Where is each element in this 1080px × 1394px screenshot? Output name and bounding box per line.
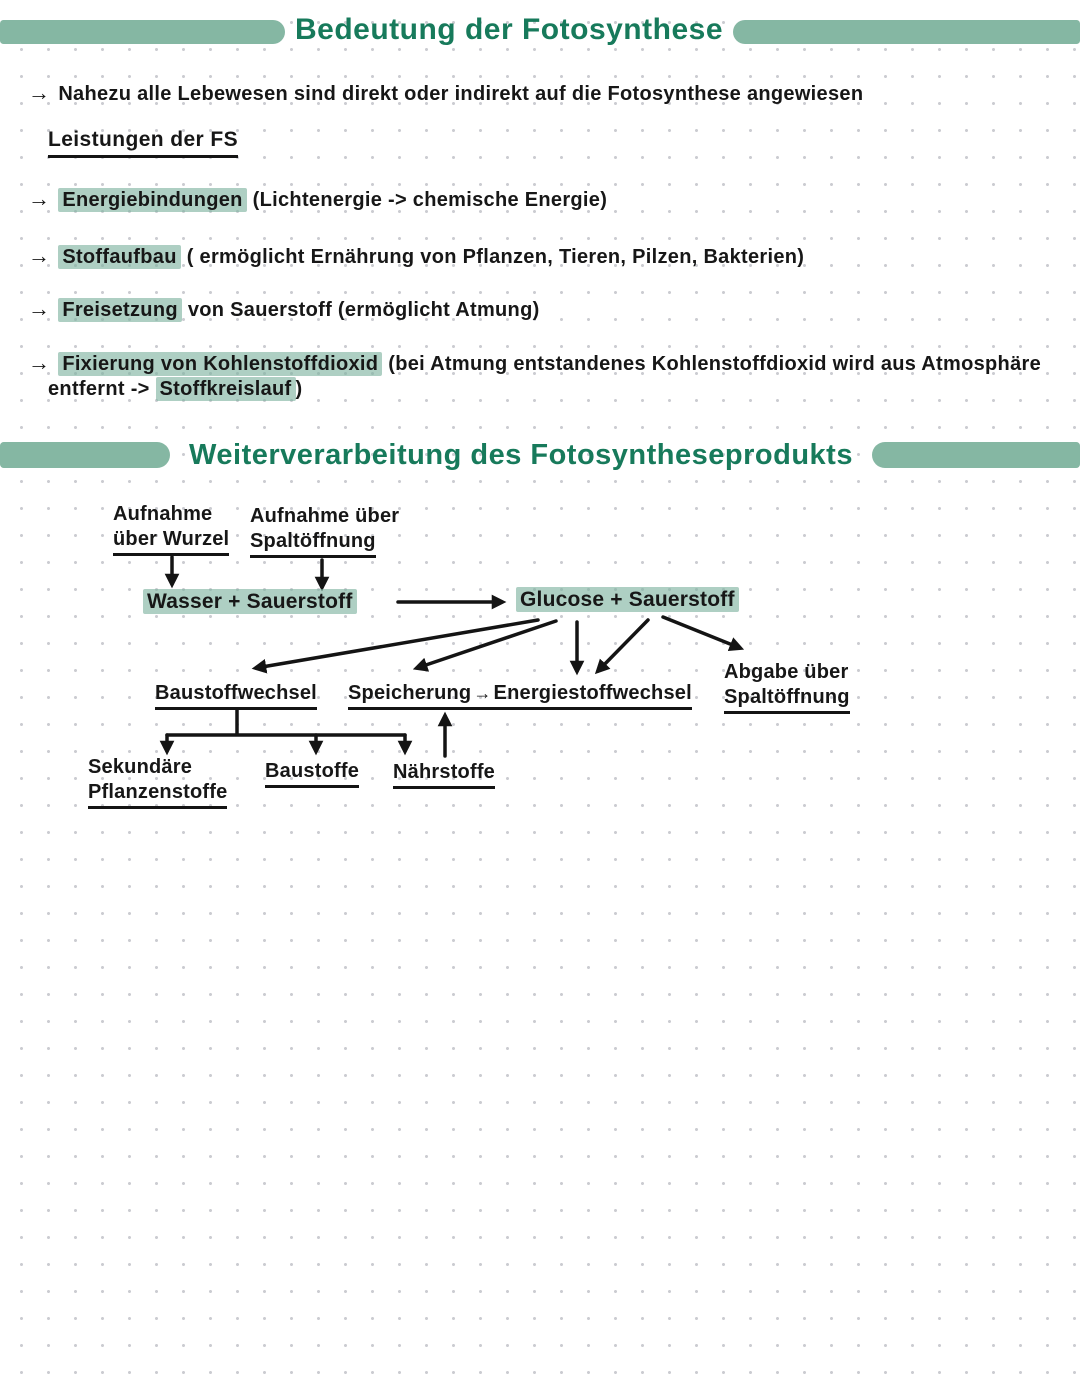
label-line-underlined: Baustoffe	[265, 759, 359, 788]
intro-line	[28, 80, 863, 106]
bullet-text: )	[295, 378, 303, 400]
bullet-text: von Sauerstoff (ermöglicht Atmung)	[187, 299, 540, 321]
label-building-materials	[265, 759, 359, 788]
subheading-leistungen: Leistungen der FS	[48, 128, 238, 158]
bullet-freisetzung	[28, 296, 540, 322]
label-line-underlined: Pflanzenstoffe	[88, 780, 227, 809]
label-line: Aufnahme über	[250, 505, 400, 527]
label-line-underlined: über Wurzel	[113, 527, 229, 556]
label-glucose-oxygen	[516, 587, 739, 612]
label-line-underlined: Nährstoffe	[393, 760, 495, 789]
label-baustoffwechsel	[155, 681, 317, 710]
energy-metabolism-text: Energiestoffwechsel	[493, 682, 692, 704]
bullet-arrow-icon: →	[28, 350, 51, 375]
highlighted-term: Wasser + Sauerstoff	[143, 589, 357, 614]
section1-title: Bedeutung der Fotosynthese	[294, 13, 724, 46]
bullet-text: (Lichtenergie -> chemische Energie)	[252, 189, 608, 211]
bullet-arrow-icon: →	[28, 80, 51, 105]
arrow-glucose-to-abgabe	[663, 617, 740, 648]
label-uptake-root	[113, 502, 229, 556]
label-secondary-plant-substances	[88, 755, 227, 809]
bullet-energiebindungen	[28, 186, 607, 212]
label-speicherung-energiestoffwechsel	[348, 681, 692, 710]
label-line-underlined	[348, 681, 692, 710]
arrow-glucose-to-energiestoffwechsel-2	[598, 620, 648, 671]
label-release-stomata	[724, 660, 850, 714]
label-nutrients	[393, 760, 495, 789]
label-line: Sekundäre	[88, 756, 193, 778]
bullet-stoffaufbau	[28, 243, 804, 269]
label-line-underlined: Baustoffwechsel	[155, 681, 317, 710]
banner-right-decoration	[872, 442, 1080, 468]
banner-left-decoration	[0, 442, 170, 468]
highlighted-term: Energiebindungen	[58, 188, 246, 212]
highlighted-term: Freisetzung	[58, 298, 182, 322]
bullet-text: (bei Atmung entstandenes Kohlenstoffdioxid wird aus Atmosphäre	[388, 353, 1042, 375]
bullet-arrow-icon: →	[28, 186, 51, 211]
label-line: Abgabe über	[724, 661, 849, 683]
label-line-underlined: Spaltöffnung	[724, 685, 850, 714]
inline-arrow-icon: →	[473, 683, 492, 703]
banner-right-decoration	[733, 20, 1080, 44]
banner-left-decoration	[0, 20, 285, 44]
bullet-fixierung-line2	[48, 378, 302, 401]
highlighted-term: Fixierung von Kohlenstoffdioxid	[58, 352, 382, 376]
tree-connector	[167, 710, 405, 735]
highlighted-term: Stoffaufbau	[58, 245, 180, 269]
bullet-arrow-icon: →	[28, 296, 51, 321]
section2-title: Weiterverarbeitung des Fotosyntheseprodukts	[189, 439, 853, 471]
label-water-oxygen	[143, 589, 357, 614]
label-line: Aufnahme	[113, 503, 213, 525]
arrow-glucose-to-baustoffwechsel	[256, 620, 538, 668]
storage-text: Speicherung	[348, 682, 472, 704]
label-uptake-stomata	[250, 504, 399, 558]
bullet-text: entfernt ->	[48, 378, 150, 400]
highlighted-term: Stoffkreislauf	[156, 377, 296, 401]
arrow-glucose-to-speicherung	[417, 621, 556, 668]
highlighted-term: Glucose + Sauerstoff	[516, 587, 739, 612]
label-line-underlined: Spaltöffnung	[250, 529, 376, 558]
bullet-fixierung-line1	[28, 350, 1041, 376]
bullet-arrow-icon: →	[28, 243, 51, 268]
bullet-text: ( ermöglicht Ernährung von Pflanzen, Tieren, Pilzen, Bakterien)	[186, 246, 805, 268]
intro-text: Nahezu alle Lebewesen sind direkt oder indirekt auf die Fotosynthese angewiesen	[58, 83, 864, 105]
